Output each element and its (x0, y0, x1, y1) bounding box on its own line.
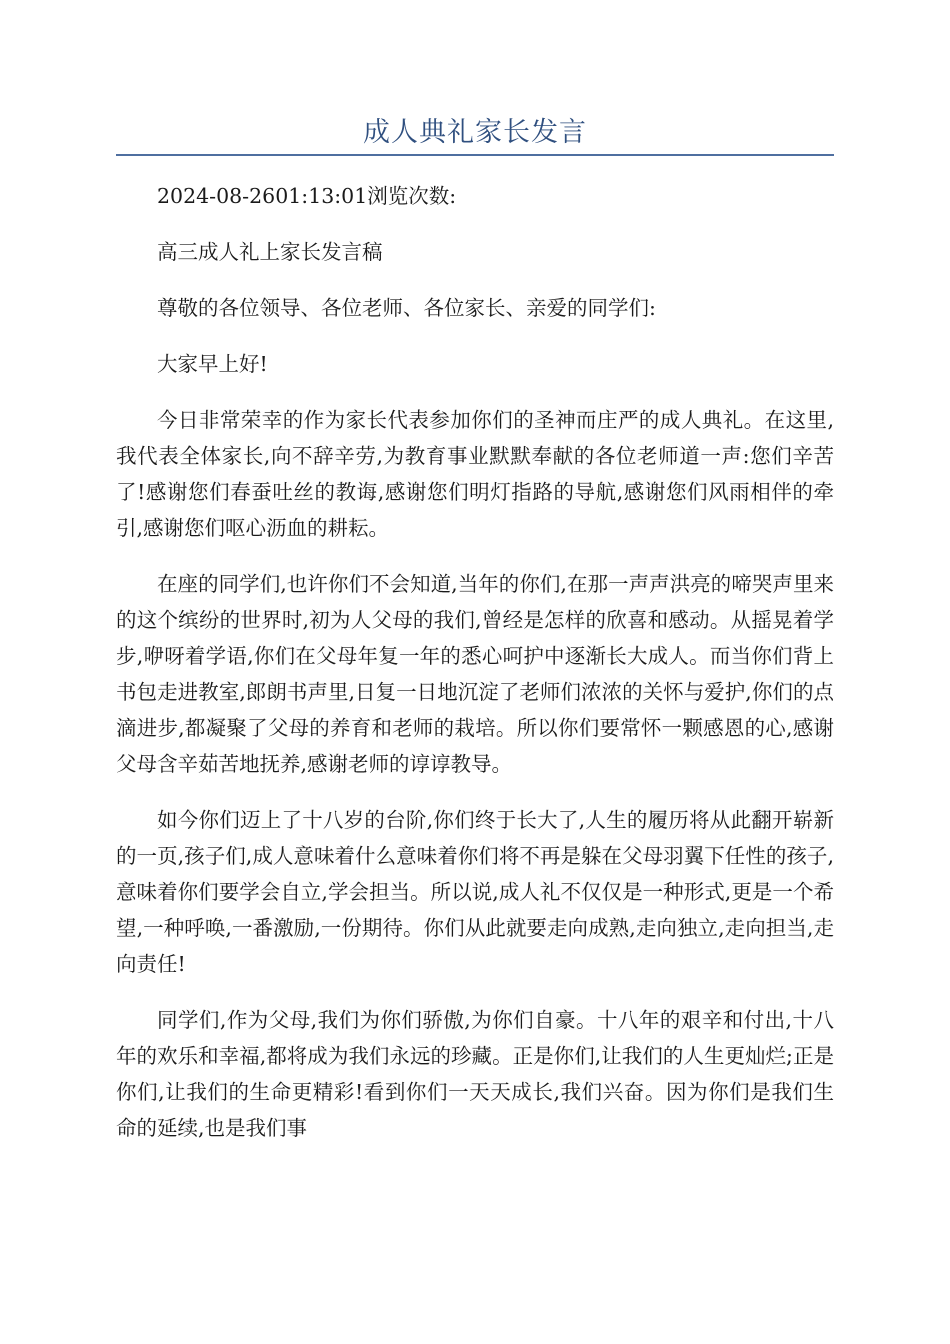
body-paragraph: 今日非常荣幸的作为家长代表参加你们的圣神而庄严的成人典礼。在这里,我代表全体家长,向不辞辛劳,为教育事业默默奉献的各位老师道一声:您们辛苦了!感谢您们春蚕吐丝的教诲,感谢您们明灯指路的导航,感谢您们风雨相伴的牵引,感谢您们呕心沥血的耕耘。 (116, 408, 834, 540)
salutation: 尊敬的各位领导、各位老师、各位家长、亲爱的同学们: (157, 296, 656, 320)
page-title: 成人典礼家长发言 (363, 117, 587, 148)
meta-line (116, 178, 834, 214)
view-count-label: 浏览次数: (367, 184, 457, 208)
body-paragraph: 在座的同学们,也许你们不会知道,当年的你们,在那一声声洪亮的啼哭声里来的这个缤纷的世界时,初为人父母的我们,曾经是怎样的欣喜和感动。从摇晃着学步,咿呀着学语,你们在父母年复一年的悉心呵护中逐渐长大成人。而当你们背上书包走进教室,郎朗书声里,日复一日地沉淀了老师们浓浓的关怀与爱护,你们的点滴进步,都凝聚了父母的养育和老师的栽培。所以你们要常怀一颗感恩的心,感谢父母含辛茹苦地抚养,感谢老师的谆谆教导。 (116, 572, 834, 776)
body-paragraph: 如今你们迈上了十八岁的台阶,你们终于长大了,人生的履历将从此翻开崭新的一页,孩子们,成人意味着什么意味着你们将不再是躲在父母羽翼下任性的孩子,意味着你们要学会自立,学会担当。所以说,成人礼不仅仅是一种形式,更是一个希望,一种呼唤,一番激励,一份期待。你们从此就要走向成熟,走向独立,走向担当,走向责任! (116, 808, 834, 976)
publish-datetime: 2024-08-2601:13:01 (157, 184, 368, 208)
document-page (116, 0, 834, 1166)
greeting: 大家早上好! (157, 352, 268, 376)
speech-subtitle: 高三成人礼上家长发言稿 (157, 240, 383, 264)
body-paragraph: 同学们,作为父母,我们为你们骄傲,为你们自豪。十八年的艰辛和付出,十八年的欢乐和幸福,都将成为我们永远的珍藏。正是你们,让我们的人生更灿烂;正是你们,让我们的生命更精彩!看到你们一天天成长,我们兴奋。因为你们是我们生命的延续,也是我们事 (116, 1008, 834, 1140)
title-underline (116, 154, 834, 156)
